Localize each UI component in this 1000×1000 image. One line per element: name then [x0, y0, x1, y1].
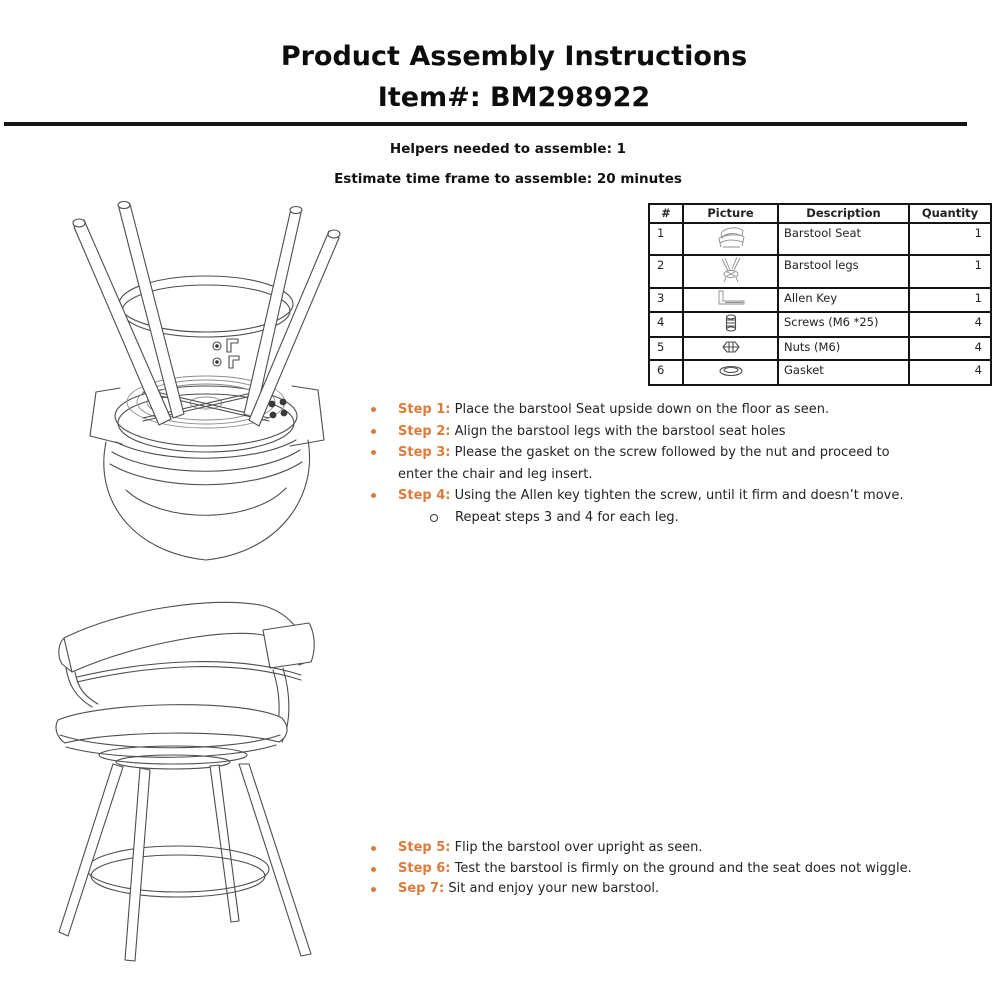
step-6-item [368, 859, 976, 880]
barstool-legs-icon [714, 256, 748, 284]
circle-bullet-icon [430, 514, 438, 522]
screw-icon [723, 313, 739, 333]
step-label: Step 6: [398, 860, 451, 876]
page-title: Product Assembly Instructions [280, 41, 748, 72]
step-2-item [368, 421, 976, 443]
step-text: Using the Allen key tighten the screw, until it firm and doesn’t move. [450, 488, 904, 503]
step-text: Test the barstool is firmly on the ground and the seat does not wiggle. [450, 860, 912, 876]
upside-down-barstool-line-drawing-icon [30, 190, 360, 570]
bullet-icon [371, 887, 376, 892]
bullet-icon [371, 407, 376, 412]
parts-table-header-row [649, 204, 991, 223]
bullet-icon [371, 493, 376, 498]
bullet-icon [371, 450, 376, 455]
step-label: Step 3: [398, 445, 451, 460]
gasket-icon [717, 364, 745, 378]
table-row: 2 Barstool legs 1 [649, 255, 991, 288]
header-divider [4, 122, 967, 126]
item-number: Item#: BM298922 [377, 82, 651, 113]
step-label: Step 1: [398, 402, 451, 417]
col-header-description: Description [778, 204, 909, 223]
step-1-item [368, 399, 976, 421]
step-7-item [368, 879, 976, 900]
step-text: Flip the barstool over upright as seen. [450, 840, 703, 855]
substep-text: Repeat steps 3 and 4 for each leg. [455, 509, 679, 525]
step-4-substep [430, 507, 976, 529]
time-estimate-line: Estimate time frame to assemble: 20 minutes [334, 171, 682, 187]
bullet-icon [371, 429, 376, 434]
document-header [14, 36, 1000, 118]
step-text: Place the barstool Seat upside down on the floor as seen. [450, 402, 830, 417]
step-label: Step 2: [398, 423, 451, 439]
table-row: 3 Allen Key 1 [649, 288, 991, 312]
bullet-icon [371, 867, 376, 872]
step-3-item [368, 442, 976, 485]
upright-barstool-line-drawing-icon [20, 590, 350, 968]
step-label: Step 4: [398, 488, 451, 503]
step-text: Align the barstool legs with the barstool seat holes [450, 423, 786, 439]
helpers-line: Helpers needed to assemble: 1 [389, 141, 627, 157]
step-text: Please the gasket on the screw followed by the nut and proceed to [450, 445, 890, 460]
allen-key-icon [715, 289, 747, 308]
assembly-steps-lower [368, 838, 976, 900]
step-text-continuation: enter the chair and leg insert. [398, 466, 593, 482]
step-5-item [368, 838, 976, 859]
col-header-picture: Picture [683, 204, 778, 223]
table-row: 1 Barstool Seat 1 [649, 223, 991, 255]
nut-icon [721, 339, 741, 355]
step-4-item [368, 485, 976, 507]
step-label: Step 5: [398, 840, 451, 855]
parts-table [648, 203, 992, 386]
step-label: Sep 7: [398, 881, 445, 896]
step-text: Sit and enjoy your new barstool. [444, 881, 660, 896]
table-row: 6 Gasket 4 [649, 360, 991, 385]
assembly-steps-upper [368, 399, 976, 528]
col-header-quantity: Quantity [909, 204, 991, 223]
barstool-seat-icon [714, 224, 748, 251]
bullet-icon [371, 846, 376, 851]
col-header-number: # [649, 204, 683, 223]
table-row: 5 Nuts (M6) 4 [649, 337, 991, 360]
table-row: 4 Screws (M6 *25) 4 [649, 312, 991, 337]
